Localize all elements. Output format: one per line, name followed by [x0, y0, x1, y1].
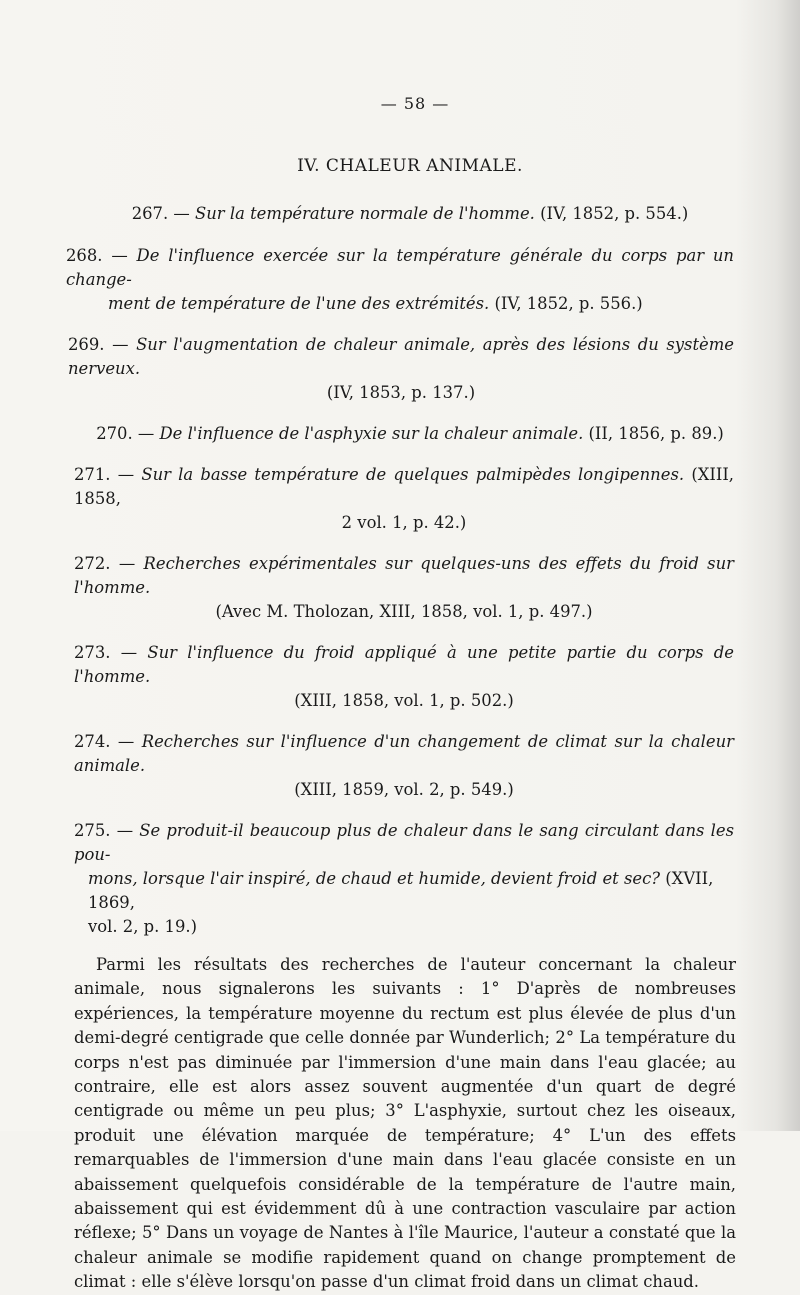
entry-title: Recherches expérimentales sur quelques-uns des effets du froid sur l'homme.	[74, 554, 734, 597]
entry-number: 267. —	[131, 204, 190, 223]
entry-reference: (Avec M. Tholozan, XIII, 1858, vol. 1, p. 497.)	[215, 602, 593, 621]
bibliography-entry-268	[66, 244, 734, 316]
bibliography-entry-272	[74, 552, 734, 624]
page-number: — 58 —	[380, 94, 450, 113]
entry-reference: (XIII, 1859, vol. 2, p. 549.)	[294, 780, 514, 799]
bibliography-entry-275	[74, 819, 734, 939]
entry-reference-line2: vol. 2, p. 19.)	[88, 917, 198, 936]
entry-title: Sur l'influence du froid appliqué à une petite partie du corps de l'homme.	[74, 643, 734, 686]
entry-number: 275. —	[74, 821, 134, 840]
entry-reference: (IV, 1852, p. 554.)	[540, 204, 689, 223]
entry-title: Sur la basse température de quelques palmipèdes longipennes.	[141, 465, 685, 484]
bibliography-entry-267	[86, 202, 734, 226]
entry-reference: (IV, 1853, p. 137.)	[326, 383, 476, 402]
entry-title-line2: mons, lorsque l'air inspiré, de chaud et humide, devient froid et sec?	[88, 869, 661, 888]
entry-title: De l'influence de l'asphyxie sur la chaleur animale.	[159, 424, 584, 443]
entry-reference: (IV, 1852, p. 556.)	[494, 294, 643, 313]
bibliography-entry-269	[68, 333, 734, 405]
entry-number: 268. —	[66, 246, 128, 265]
bibliography-entry-270	[86, 422, 734, 446]
page-content	[66, 92, 736, 1295]
section-title: IV. CHALEUR ANIMALE.	[297, 156, 523, 176]
bibliography-entry-273	[74, 641, 734, 713]
bibliography-entry-271	[74, 463, 734, 535]
entry-reference: (XIII, 1858, vol. 1, p. 502.)	[294, 691, 514, 710]
entry-title: Recherches sur l'influence d'un changement de climat sur la chaleur animale.	[74, 732, 734, 775]
entry-number: 273. —	[74, 643, 138, 662]
entry-title-line2: ment de température de l'une des extrémités.	[108, 294, 490, 313]
entry-number: 271. —	[74, 465, 135, 484]
summary-paragraph: Parmi les résultats des recherches de l'auteur concernant la chaleur animale, nous signalerons les suivants : 1° D'après de nombreuses expériences, la température moyenne du rectum est plus élevée de plus d'un demi-degré centigrade que celle donnée par Wunderlich; 2° La température du corps n'est pas diminuée par l'immersion d'une main dans l'eau glacée; au contraire, elle est alors assez souvent augmentée d'un quart de degré centigrade ou même un peu plus; 3° L'asphyxie, surtout chez les oiseaux, produit une élévation marquée de température; 4° L'un des effets remarquables de l'immersion d'une main dans l'eau glacée consiste en un abaissement quelquefois considérable de la température de l'autre main, abaissement qui est évidemment dû à une contraction vasculaire par action réflexe; 5° Dans un voyage de Nantes à l'île Maurice, l'auteur a constaté que la chaleur animale se modifie rapidement quand on change promptement de climat : elle s'élève lorsqu'on passe d'un climat froid dans un climat chaud.	[74, 955, 736, 1292]
entry-number: 270. —	[96, 424, 155, 443]
entry-title-line1: Se produit-il beaucoup plus de chaleur dans le sang circulant dans les pou-	[74, 821, 734, 864]
entry-reference-line1: (XVII, 1869,	[88, 869, 714, 912]
entry-reference: (II, 1856, p. 89.)	[588, 424, 724, 443]
entry-number: 274. —	[74, 732, 135, 751]
entry-title-line1: De l'influence exercée sur la température générale du corps par un change-	[66, 246, 734, 289]
bibliography-entry-274	[74, 730, 734, 802]
entry-number: 272. —	[74, 554, 136, 573]
entry-title: Sur l'augmentation de chaleur animale, après des lésions du système nerveux.	[68, 335, 734, 378]
entry-number: 269. —	[68, 335, 129, 354]
entry-reference-line1: (XIII, 1858,	[74, 465, 735, 508]
entry-title: Sur la température normale de l'homme.	[195, 204, 535, 223]
entry-reference-line2: 2 vol. 1, p. 42.)	[341, 513, 467, 532]
